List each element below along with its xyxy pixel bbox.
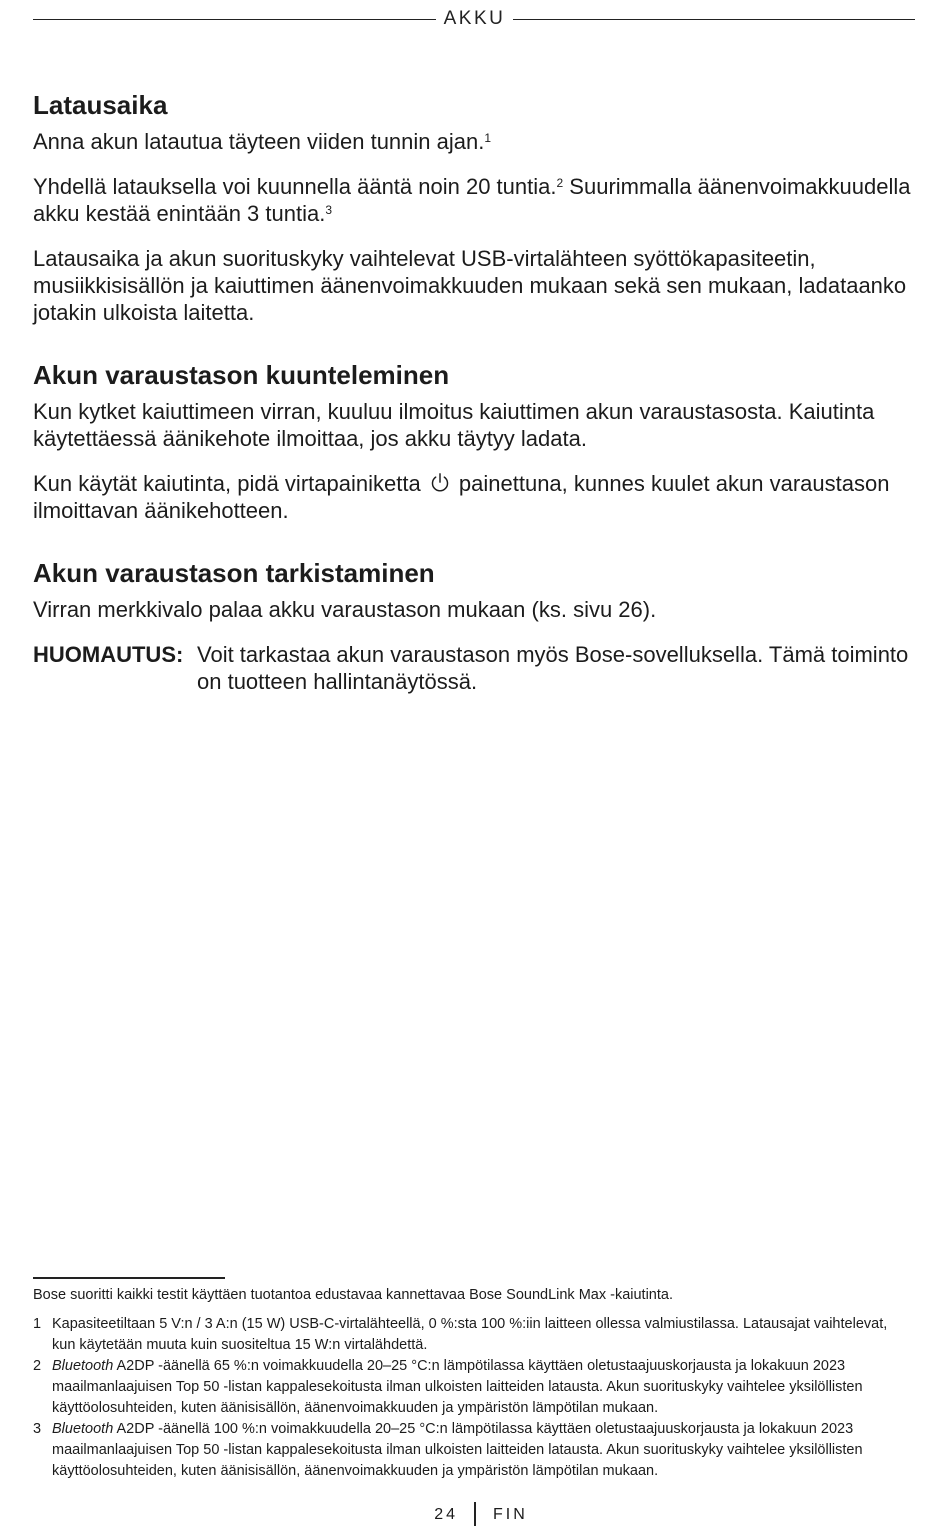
header-rule-left [33, 19, 436, 20]
note-text: Voit tarkastaa akun varaustason myös Bose-sovelluksella. Tämä toiminto on tuotteen hallintanäytössä. [197, 642, 909, 694]
charging-paragraph-1 [33, 128, 913, 155]
charging-text-2b: Suurimmalla äänenvoimakkuudella akku kestää enintään 3 tuntia. [33, 174, 911, 226]
footnote-text [52, 1314, 893, 1356]
heading-listen-battery: Akun varaustason kuunteleminen [33, 360, 450, 390]
footnote-number: 1 [33, 1316, 42, 1332]
charging-paragraph-3: Latausaika ja akun suorituskyky vaihtelevat USB-virtalähteen syöttökapasiteetin, musiikkisisällön ja kaiuttimen äänenvoimakkuuden mukaan sekä sen mukaan, ladataanko jotakin ulkoista laitetta. [33, 246, 907, 325]
footnotes [33, 1277, 893, 1482]
listen-paragraph-1: Kun kytket kaiuttimeen virran, kuuluu ilmoitus kaiuttimen akun varaustasosta. Kaiutinta käytettäessä äänikehote ilmoittaa, jos akku täytyy ladata. [33, 399, 875, 451]
charging-text-1: Anna akun latautua täyteen viiden tunnin ajan. [33, 129, 485, 154]
listen-text-before: Kun käytät kaiutinta, pidä virtapainiketta [33, 471, 427, 496]
listen-text-after: painettuna, kunnes kuulet akun varaustason ilmoittavan äänikehotteen. [33, 471, 890, 523]
page-footer [0, 1500, 950, 1528]
footnote-item [33, 1356, 893, 1419]
main-content [33, 88, 913, 695]
footnote-text [52, 1356, 893, 1419]
page-header [33, 6, 915, 34]
note-label: HUOMAUTUS: [33, 642, 184, 667]
footnote-ref: 1 [484, 131, 492, 145]
footnote-rule [33, 1277, 225, 1279]
power-icon [429, 472, 451, 494]
charging-text-2a: Yhdellä latauksella voi kuunnella ääntä noin 20 tuntia. [33, 174, 557, 199]
footnote-body: A2DP -äänellä 65 %:n voimakkuudella 20–25 °C:n lämpötilassa käyttäen oletustaajuuskorjausta ja lokakuun 2023 maailmanlaajuisen Top 50 -listan kappalesekoitusta ilman ulkoisten laitteiden latausta. Akun suorituskyky vaihtelee yksilöllisten käyttöolosuhteiden, kuten äänisisällön, äänenvoimakkuuden ja ympäristön lämpötilan mukaan. [52, 1358, 863, 1416]
footnote-item [33, 1419, 893, 1482]
language-code: FIN [493, 1506, 528, 1523]
footnote-intro: Bose suoritti kaikki testit käyttäen tuotantoa edustavaa kannettavaa Bose SoundLink Max -kaiutinta. [33, 1287, 673, 1303]
footnote-number: 3 [33, 1421, 42, 1437]
footnote-body: A2DP -äänellä 100 %:n voimakkuudella 20–25 °C:n lämpötilassa käyttäen oletustaajuuskorjausta ja lokakuun 2023 maailmanlaajuisen Top 50 -listan kappalesekoitusta ilman ulkoisten laitteiden latausta. Akun suorituskyky vaihtelee yksilöllisten käyttöolosuhteiden, kuten äänisisällön, äänenvoimakkuuden ja ympäristön lämpötilan mukaan. [52, 1421, 863, 1479]
footer-separator [474, 1502, 476, 1526]
heading-charging-time: Latausaika [33, 90, 168, 120]
footnote-number: 2 [33, 1358, 42, 1374]
charging-paragraph-2 [33, 173, 913, 227]
footnote-text [52, 1419, 893, 1482]
heading-check-battery: Akun varaustason tarkistaminen [33, 558, 435, 588]
check-paragraph-1: Virran merkkivalo palaa akku varaustason mukaan (ks. sivu 26). [33, 597, 657, 622]
footnote-ref: 2 [556, 176, 564, 190]
footnote-italic: Bluetooth [52, 1421, 114, 1437]
section-title: AKKU [443, 8, 506, 29]
footnote-ref: 3 [325, 203, 333, 217]
footnote-body: Kapasiteetiltaan 5 V:n / 3 A:n (15 W) USB-C-virtalähteellä, 0 %:sta 100 %:iin laitteen ollessa valmiustilassa. Latausajat vaihtelevat, kun käytetään muuta kuin suositeltua 15 W:n virtalähdettä. [52, 1316, 888, 1353]
footnote-italic: Bluetooth [52, 1358, 114, 1374]
note-block [33, 641, 913, 695]
listen-paragraph-2 [33, 470, 913, 524]
page-number: 24 [434, 1506, 458, 1523]
footnote-item [33, 1314, 893, 1356]
header-rule-right [513, 19, 915, 20]
